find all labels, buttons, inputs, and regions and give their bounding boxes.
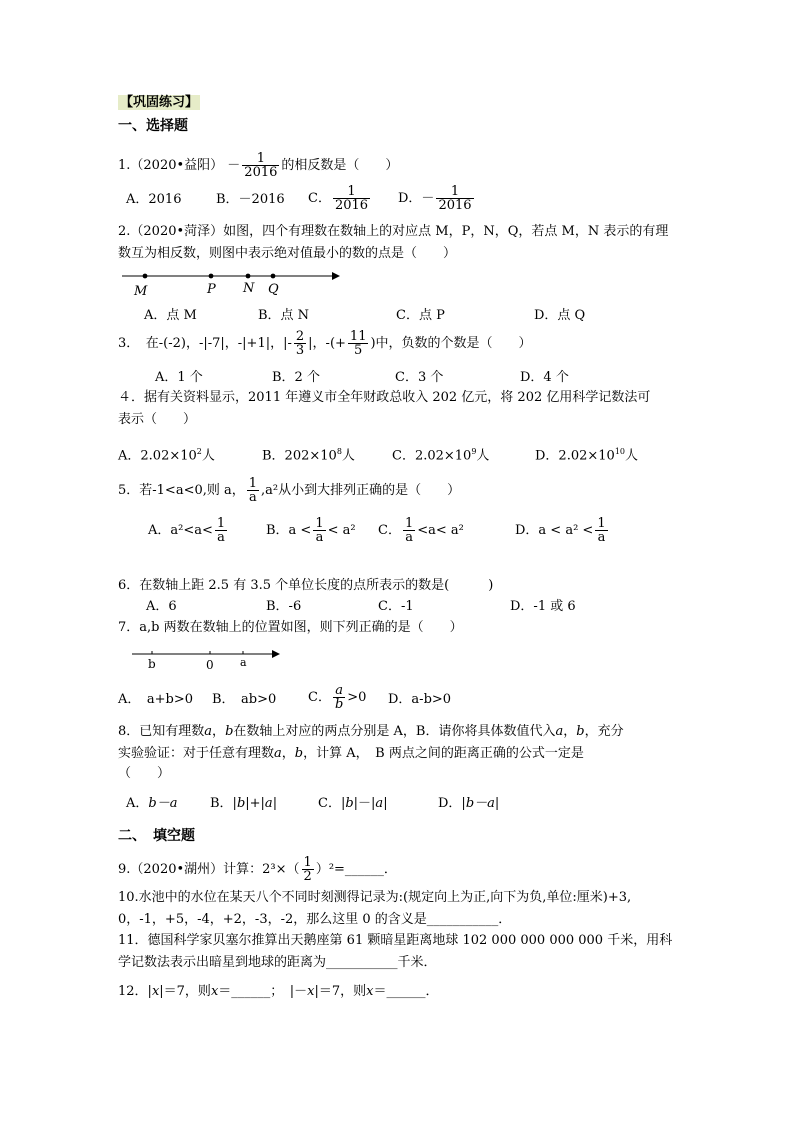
question-2-line-1: 2.（2020•菏泽）如图，四个有理数在数轴上的对应点 M，P，N，Q，若点 M，N 表示的有理 (118, 224, 669, 239)
q4-option-a[interactable]: A．$2.02\times 10^2$人 (118, 447, 215, 464)
question-11-line-1: 11．德国科学家贝塞尔推算出天鹅座第 61 颗暗星距离地球 102 000 000 000 000 千米，用科 (118, 933, 673, 948)
label-q: Q (268, 282, 279, 297)
question-8-line-2: 实验验证：对于任意有理数a，b，计算 A， B 两点之间的距离正确的公式一定是 (118, 746, 584, 761)
q3-option-d[interactable]: D．4 个 (520, 370, 569, 385)
q7-option-a[interactable]: A． a+b>0 (118, 692, 194, 707)
q5-option-a[interactable]: A．a²<a< $\frac{1}{a}$ (148, 516, 226, 545)
question-8-line-3: （ ） (118, 766, 171, 781)
q4-option-c[interactable]: C．$2.02\times 10^9$人 (392, 447, 490, 464)
q8-option-c[interactable]: C．|b|－|a| (318, 796, 388, 811)
section-title-fill: 二、 填空题 (118, 828, 195, 844)
q8-option-a[interactable]: A．b－a (126, 796, 178, 811)
question-12: 12．|x|＝7，则x＝______； |－x|＝7，则x＝______． (118, 984, 439, 999)
q6-option-c[interactable]: C．-1 (378, 599, 414, 614)
question-6: 6．在数轴上距 2.5 有 3.5 个单位长度的点所表示的数是( ) (118, 578, 494, 593)
point-m (143, 274, 148, 279)
number-line-q7 (128, 646, 280, 670)
q1-option-c[interactable]: C． $\frac{1}{2016}$ (308, 184, 369, 213)
label-m: M (134, 284, 148, 299)
q2-option-b[interactable]: B．点 N (258, 308, 310, 323)
q1-option-a[interactable]: A．2016 (126, 192, 182, 207)
q6-option-b[interactable]: B．-6 (266, 599, 302, 614)
q1-option-b[interactable]: B．－2016 (216, 192, 285, 207)
question-5: 5．若-1<a<0,则 a， $\frac{1}{a}$ ,a²从小到大排列正确的是（ ） (118, 476, 461, 505)
point-p (209, 274, 214, 279)
point-n (246, 274, 251, 279)
q5-option-c[interactable]: C． $\frac{1}{a}$ <a< a² (378, 516, 464, 545)
q2-option-a[interactable]: A．点 M (144, 308, 197, 323)
question-2-line-2: 数互为相反数，则图中表示绝对值最小的数的点是（ ） (118, 246, 457, 261)
q7-option-c[interactable]: C． $\frac{a}{b}$ >0 (308, 683, 367, 712)
number-line-q2 (118, 268, 340, 300)
q6-option-d[interactable]: D．-1 或 6 (510, 599, 576, 614)
question-10-line-1: 10.水池中的水位在某天八个不同时刻测得记录为:(规定向上为正,向下为负,单位:厘米)+3, (118, 890, 632, 905)
fraction: $\frac{1}{2016}$ (244, 151, 278, 180)
label-n: N (243, 281, 255, 296)
q8-option-d[interactable]: D．|b－a| (438, 796, 500, 811)
label-b: b (148, 657, 156, 670)
q3-option-a[interactable]: A．1 个 (155, 370, 203, 385)
label-p: P (207, 282, 216, 297)
question-4-line-2: 表示（ ） (118, 412, 197, 427)
q1-option-d[interactable]: D．－ $\frac{1}{2016}$ (398, 184, 472, 213)
q2-option-d[interactable]: D．点 Q (534, 308, 586, 323)
label-a: a (240, 656, 247, 669)
q2-option-c[interactable]: C．点 P (396, 308, 445, 323)
q8-option-b[interactable]: B．|b|+|a| (210, 796, 278, 811)
q7-option-d[interactable]: D．a-b>0 (388, 692, 452, 707)
section-title-choice: 一、选择题 (118, 118, 188, 134)
q3-option-b[interactable]: B．2 个 (272, 370, 320, 385)
section-header: 【巩固练习】 (120, 95, 199, 110)
q4-option-b[interactable]: B．$202\times 10^8$人 (262, 447, 355, 464)
question-8-line-1: 8．已知有理数a，b在数轴上对应的两点分别是 A，B．请你将具体数值代入a，b，充分 (118, 724, 624, 739)
question-1: 1.（2020•益阳） － $\frac{1}{2016}$ 的相反数是（ ） (118, 151, 399, 180)
q5-option-d[interactable]: D．a < a² < $\frac{1}{a}$ (515, 516, 606, 545)
q5-option-b[interactable]: B．a < $\frac{1}{a}$ < a² (266, 516, 356, 545)
question-7: 7．a,b 两数在数轴上的位置如图，则下列正确的是（ ） (118, 620, 463, 635)
point-q (271, 274, 276, 279)
question-11-line-2: 学记数法表示出暗星到地球的距离为___________千米． (118, 955, 437, 970)
question-4-line-1: ４．据有关资料显示，2011 年遵义市全年财政总收入 202 亿元，将 202 亿用科学记数法可 (118, 390, 651, 405)
q3-option-c[interactable]: C．3 个 (395, 370, 444, 385)
q6-option-a[interactable]: A．6 (146, 599, 177, 614)
label-zero: 0 (206, 658, 214, 670)
question-9: 9.（2020•湖州）计算：2³×（ $\frac{1}{2}$ ）²=______． (118, 855, 397, 884)
q7-option-b[interactable]: B． ab>0 (212, 692, 277, 707)
question-3: 3． 在-(-2)，-|-7|，-|+1|，|- $\frac{2}{3}$ |，-(+ $\frac{11}{5}$ )中，负数的个数是（ ） (118, 329, 532, 358)
q4-option-d[interactable]: D．$2.02\times 10^{10}$人 (535, 447, 639, 464)
question-10-line-2: 0，-1，+5，-4，+2，-3，-2，那么这里 0 的含义是___________． (118, 912, 512, 927)
